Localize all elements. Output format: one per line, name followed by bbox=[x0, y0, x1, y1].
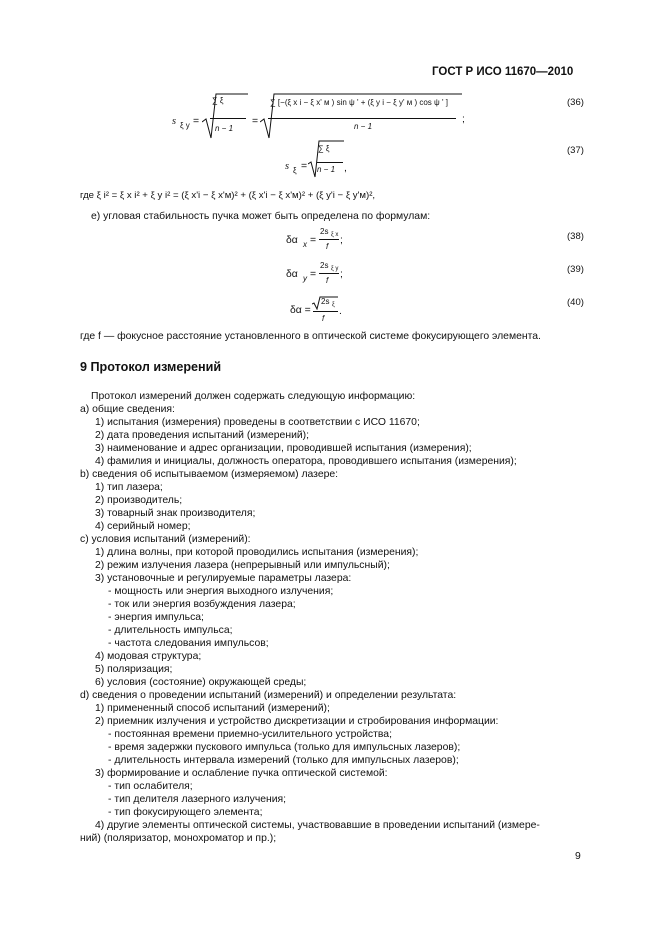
f37-num: ∑ ξ bbox=[318, 144, 330, 153]
f39-num: 2s bbox=[320, 261, 329, 270]
f38-den: f bbox=[326, 242, 329, 251]
f36-long-den: n − 1 bbox=[354, 122, 373, 131]
f36-number: (36) bbox=[567, 97, 584, 108]
f36-sqrt-sign bbox=[202, 92, 248, 142]
section-title: 9 Протокол измерений bbox=[80, 360, 222, 374]
list-item: 4) другие элементы оптической системы, участвовавшие в проведении испытаний (измере- bbox=[95, 820, 540, 831]
list-item: b) сведения об испытываемом (измеряемом) лазере: bbox=[80, 469, 339, 480]
f37-lhs-sub: ξ bbox=[293, 166, 297, 175]
page-number: 9 bbox=[575, 851, 581, 862]
f38-num-sub: ξ x bbox=[331, 232, 339, 238]
f40-lhs: δα = bbox=[290, 305, 311, 316]
f37-den: n − 1 bbox=[317, 165, 336, 174]
list-item: - тип фокусирующего элемента; bbox=[108, 807, 263, 818]
list-item: 1) длина волны, при которой проводились испытания (измерения); bbox=[95, 547, 419, 558]
list-item: 2) дата проведения испытаний (измерений); bbox=[95, 430, 310, 441]
f38-lhs: δα bbox=[286, 235, 298, 246]
f38-number: (38) bbox=[567, 231, 584, 242]
list-item: 4) фамилия и инициалы, должность оператора, проводившего испытания (измерения); bbox=[95, 456, 517, 467]
f36-long-num: ∑ [−(ξ x i − ξ x' м ) sin ψ ' + (ξ y i − ξ y' м ) cos ψ ' ] bbox=[270, 98, 448, 107]
list-item: 3) установочные и регулируемые параметры лазера: bbox=[95, 573, 352, 584]
f39-number: (39) bbox=[567, 264, 584, 275]
list-item: 2) приемник излучения и устройство дискретизации и стробирования информации: bbox=[95, 716, 499, 727]
list-item: - постоянная времени приемно-усилительного устройства; bbox=[108, 729, 392, 740]
list-item: - ток или энергия возбуждения лазера; bbox=[108, 599, 296, 610]
f39-den: f bbox=[326, 276, 329, 285]
item-e: e) угловая стабильность пучка может быть определена по формулам: bbox=[91, 211, 431, 222]
f38-end: ; bbox=[340, 235, 343, 246]
standard-header: ГОСТ Р ИСО 11670—2010 bbox=[432, 66, 574, 78]
intro-paragraph: Протокол измерений должен содержать следующую информацию: bbox=[91, 391, 416, 402]
list-item: a) общие сведения: bbox=[80, 404, 175, 415]
list-item: 2) режим излучения лазера (непрерывный или импульсный); bbox=[95, 560, 390, 571]
list-item: 5) поляризация; bbox=[95, 664, 173, 675]
f36-end: ; bbox=[462, 114, 465, 125]
f36-lhs-sub: ξ y bbox=[180, 121, 190, 130]
list-item: - тип делителя лазерного излучения; bbox=[108, 794, 287, 805]
list-item: d) сведения о проведении испытаний (измерений) и определении результата: bbox=[80, 690, 457, 701]
f40-num-sub: ξ bbox=[332, 302, 335, 308]
list-item: 3) товарный знак производителя; bbox=[95, 508, 256, 519]
list-item: - мощность или энергия выходного излучения; bbox=[108, 586, 334, 597]
list-item: 3) наименование и адрес организации, проводившей испытания (измерения); bbox=[95, 443, 472, 454]
list-item: ний) (поляризатор, монохроматор и пр.); bbox=[80, 833, 277, 844]
f37-lhs: s bbox=[285, 161, 290, 172]
list-item: 3) формирование и ослабление пучка оптической системой: bbox=[95, 768, 388, 779]
f36-lhs: s bbox=[172, 116, 177, 127]
f39-end: ; bbox=[340, 269, 343, 280]
where-f-line: где f — фокусное расстояние установленного в оптической системе фокусирующего элемента. bbox=[80, 331, 541, 342]
list-item: 1) примененный способ испытаний (измерений); bbox=[95, 703, 330, 714]
f38-num: 2s bbox=[320, 227, 329, 236]
list-item: 1) тип лазера; bbox=[95, 482, 163, 493]
f40-end: . bbox=[339, 306, 342, 317]
f40-den: f bbox=[322, 314, 325, 323]
f36-radicand-num: ∑ ξ bbox=[212, 96, 224, 105]
list-item: - частота следования импульсов; bbox=[108, 638, 269, 649]
list-item: 2) производитель; bbox=[95, 495, 183, 506]
f40-number: (40) bbox=[567, 297, 584, 308]
f39-lhs-sub: y bbox=[303, 274, 307, 283]
f39-lhs: δα bbox=[286, 269, 298, 280]
f36-eq: = bbox=[252, 116, 259, 127]
list-item: 1) испытания (измерения) проведены в соответствии с ИСО 11670; bbox=[95, 417, 420, 428]
list-item: - энергия импульса; bbox=[108, 612, 204, 623]
where-xi-line: где ξ i² = ξ x i² + ξ y i² = (ξ x'i − ξ x'м)² + (ξ x'i − ξ x'м)² + (ξ y'i − ξ y'м)², bbox=[80, 190, 376, 201]
f37-number: (37) bbox=[567, 145, 584, 156]
list-item: - длительность импульса; bbox=[108, 625, 233, 636]
list-item: 4) серийный номер; bbox=[95, 521, 191, 532]
list-item: - длительность интервала измерений (только для импульсных лазеров); bbox=[108, 755, 459, 766]
f38-lhs-sub: x bbox=[303, 240, 307, 249]
list-item: 6) условия (состояние) окружающей среды; bbox=[95, 677, 307, 688]
f39-num-sub: ξ y bbox=[331, 266, 339, 272]
f36-radicand-den: n − 1 bbox=[215, 124, 234, 133]
f40-num: 2s bbox=[321, 297, 330, 306]
list-item: - время задержки пускового импульса (только для импульсных лазеров); bbox=[108, 742, 461, 753]
list-item: - тип ослабителя; bbox=[108, 781, 193, 792]
list-item: 4) модовая структура; bbox=[95, 651, 202, 662]
list-item: c) условия испытаний (измерений): bbox=[80, 534, 251, 545]
f37-end: , bbox=[344, 163, 347, 174]
